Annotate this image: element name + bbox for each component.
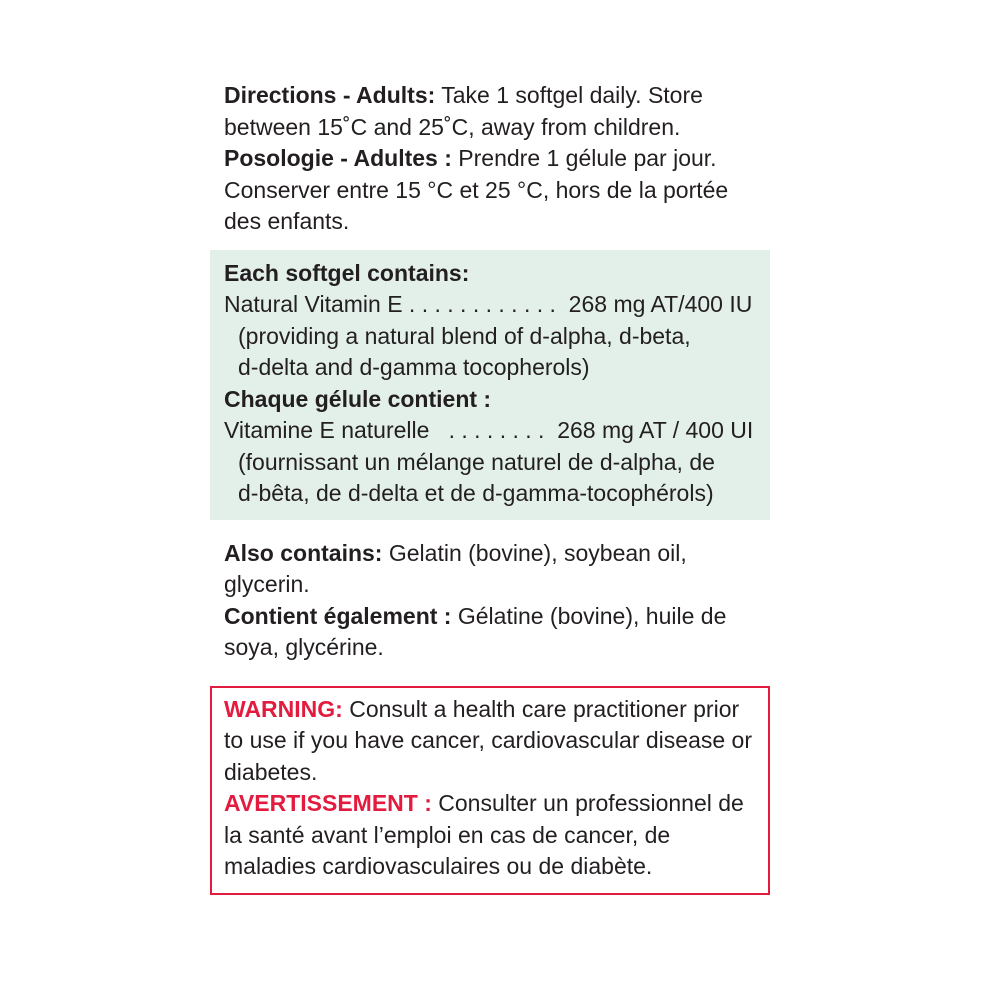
other-fr-text: Gélatine (bovine), huile de soya, glycérine. (224, 602, 727, 660)
ingredients-fr-heading-text: Chaque gélule contient : (224, 385, 492, 412)
other-fr-lead: Contient également : (224, 602, 452, 629)
directions-section (210, 80, 770, 238)
ingredients-fr-item: Vitamine E naturelle . . . . . . . . 268 mg AT / 400 UI (224, 417, 754, 443)
directions-en (224, 80, 756, 143)
other-fr (224, 601, 756, 664)
ingredients-en-heading-text: Each softgel contains: (224, 259, 470, 286)
ingredients-en-item: Natural Vitamin E . . . . . . . . . . . . 268 mg AT/400 IU (224, 291, 753, 317)
other-en-lead: Also contains: (224, 539, 383, 566)
warning-fr-text: Consulter un professionnel de la santé avant l’emploi en cas de cancer, de maladies cardiovasculaires ou de diabète. (224, 790, 744, 879)
warning-en-lead: WARNING: (224, 695, 343, 722)
other-ingredients-section (210, 538, 770, 664)
directions-fr-text: Prendre 1 gélule par jour. Conserver entre 15 °C et 25 °C, hors de la portée des enfants. (224, 145, 729, 234)
ingredients-en-heading (224, 258, 756, 290)
warning-en-text: Consult a health care practitioner prior to use if you have cancer, cardiovascular disease or diabetes. (224, 695, 753, 785)
ingredients-en-note-1: (providing a natural blend of d-alpha, d-beta, (238, 322, 691, 349)
directions-fr (224, 143, 756, 238)
directions-fr-lead: Posologie - Adultes : (224, 145, 452, 171)
ingredients-fr-note-2: d-bêta, de d-delta et de d-gamma-tocophérols) (238, 480, 714, 506)
directions-en-text: Take 1 softgel daily. Store between 15˚C and 25˚C, away from children. (224, 82, 703, 140)
warning-fr-lead: AVERTISSEMENT : (224, 790, 432, 816)
directions-en-lead: Directions - Adults: (224, 82, 436, 108)
ingredients-fr-heading (224, 384, 756, 416)
ingredients-box (210, 250, 770, 520)
product-label-panel (210, 80, 770, 895)
other-en-text: Gelatin (bovine), soybean oil, glycerin. (224, 539, 687, 597)
warning-fr (224, 788, 756, 883)
warning-box (210, 686, 770, 895)
ingredients-fr-note-1: (fournissant un mélange naturel de d-alpha, de (238, 448, 715, 475)
ingredients-en-note-2: d-delta and d-gamma tocopherols) (238, 354, 590, 380)
warning-en (224, 694, 756, 789)
other-en (224, 538, 756, 601)
